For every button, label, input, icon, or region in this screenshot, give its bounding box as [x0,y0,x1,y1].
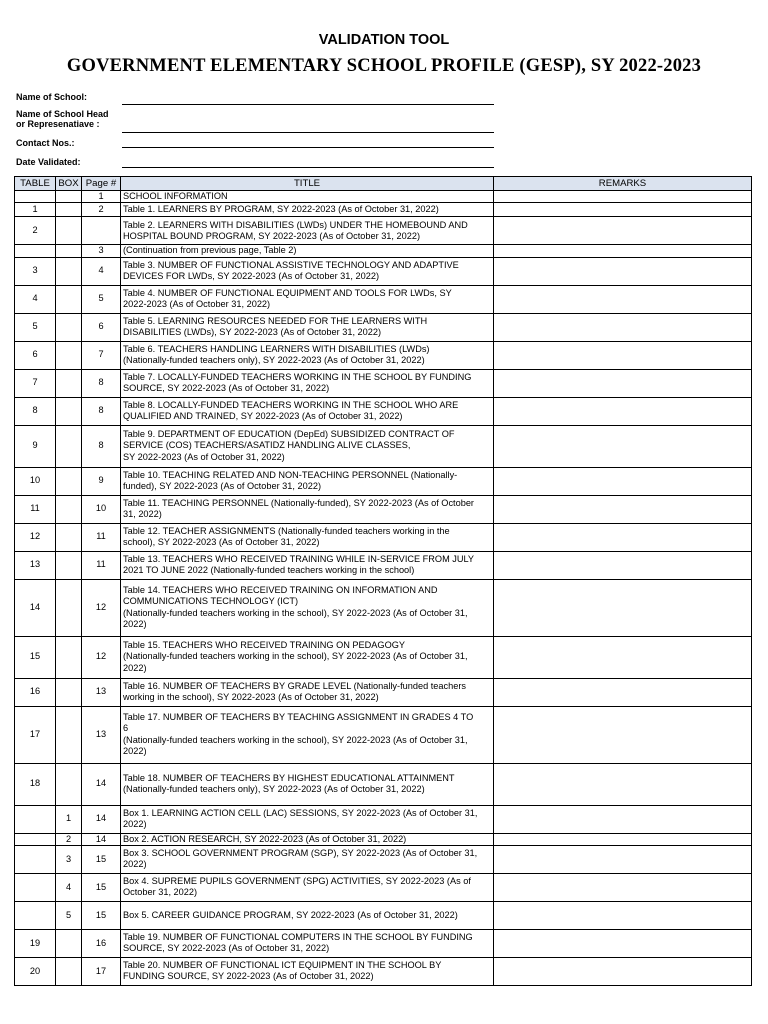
remarks-cell[interactable] [494,957,752,985]
date-validated-line[interactable] [122,159,494,168]
title-cell [121,763,494,805]
table-row [15,523,752,551]
table-number-cell: 15 [15,636,56,678]
table-row [15,397,752,425]
title-line: Table 19. NUMBER OF FUNCTIONAL COMPUTERS IN THE SCHOOL BY FUNDING [123,932,473,943]
box-number-cell [56,957,82,985]
box-number-cell [56,313,82,341]
title-line: (Nationally-funded teachers working in the school), SY 2022-2023 (As of October 31, [123,607,468,618]
box-number-cell [56,257,82,285]
page-number-cell: 4 [82,257,121,285]
box-number-cell [56,341,82,369]
table-row [15,467,752,495]
box-number-cell [56,706,82,763]
box-number-cell: 4 [56,873,82,901]
box-number-cell [56,763,82,805]
table-number-cell: 6 [15,341,56,369]
validation-table [14,176,752,986]
table-number-cell: 8 [15,397,56,425]
remarks-cell[interactable] [494,369,752,397]
title-line: October 31, 2022) [123,887,198,898]
page-number-cell: 13 [82,706,121,763]
title-cell [121,217,494,245]
table-row [15,245,752,257]
title-line: (Continuation from previous page, Table 2) [123,245,297,256]
box-number-cell [56,245,82,257]
title-line: 2022) [123,819,147,830]
title-line: 6 [123,723,129,734]
page-number-cell: 11 [82,551,121,579]
table-number-cell: 1 [15,203,56,217]
title-line: SY 2022-2023 (As of October 31, 2022) [123,451,285,462]
table-number-cell: 18 [15,763,56,805]
box-number-cell [56,678,82,706]
remarks-cell[interactable] [494,845,752,873]
page-number-cell: 14 [82,833,121,845]
box-number-cell [56,397,82,425]
table-number-cell: 20 [15,957,56,985]
title-cell [121,579,494,636]
page-number-cell: 1 [82,191,121,203]
title-line: 31, 2022) [123,509,162,520]
field-label-date-validated: Date Validated: [16,157,81,167]
table-number-cell: 17 [15,706,56,763]
title-cell [121,636,494,678]
table-header-row [15,177,752,191]
remarks-cell[interactable] [494,833,752,845]
remarks-cell[interactable] [494,217,752,245]
field-label-school-head-line1: Name of School Head [16,109,109,119]
table-row [15,341,752,369]
field-label-school-head-line2: or Represenatiave : [16,119,100,129]
table-row [15,369,752,397]
box-number-cell [56,191,82,203]
table-row [15,805,752,833]
table-row [15,873,752,901]
remarks-cell[interactable] [494,636,752,678]
page-number-cell: 15 [82,901,121,929]
title-cell [121,285,494,313]
page-number-cell: 15 [82,873,121,901]
title-line: Table 10. TEACHING RELATED AND NON-TEACHING PERSONNEL (Nationally- [123,469,458,480]
table-number-cell: 10 [15,467,56,495]
table-row [15,845,752,873]
page-number-cell: 8 [82,369,121,397]
title-line: Table 4. NUMBER OF FUNCTIONAL EQUIPMENT AND TOOLS FOR LWDs, SY [123,287,452,298]
remarks-cell[interactable] [494,313,752,341]
title-cell [121,845,494,873]
table-number-cell: 3 [15,257,56,285]
table-row [15,636,752,678]
title-line: 2022) [123,662,147,673]
table-number-cell [15,901,56,929]
field-label-contact-nos: Contact Nos.: [16,138,75,148]
table-row [15,313,752,341]
page-number-cell: 9 [82,467,121,495]
title-line: Box 5. CAREER GUIDANCE PROGRAM, SY 2022-2023 (As of October 31, 2022) [123,909,458,920]
box-number-cell [56,285,82,313]
title-line: Box 4. SUPREME PUPILS GOVERNMENT (SPG) ACTIVITIES, SY 2022-2023 (As of [123,876,471,887]
title-cell [121,805,494,833]
title-cell [121,341,494,369]
table-row [15,257,752,285]
title-line: Table 6. TEACHERS HANDLING LEARNERS WITH DISABILITIES (LWDs) [123,343,430,354]
title-line: 2022-2023 (As of October 31, 2022) [123,299,271,310]
title-line: Table 2. LEARNERS WITH DISABILITIES (LWDs) UNDER THE HOMEBOUND AND [123,219,468,230]
page-number-cell: 14 [82,763,121,805]
box-number-cell [56,636,82,678]
title-cell [121,873,494,901]
page-number-cell: 8 [82,425,121,467]
box-number-cell: 2 [56,833,82,845]
remarks-cell[interactable] [494,579,752,636]
title-line: Table 13. TEACHERS WHO RECEIVED TRAINING WHILE IN-SERVICE FROM JULY [123,553,475,564]
title-line: (Nationally-funded teachers only), SY 2022-2023 (As of October 31, 2022) [123,355,425,366]
box-number-cell [56,523,82,551]
title-line: Table 18. NUMBER OF TEACHERS BY HIGHEST EDUCATIONAL ATTAINMENT [123,772,455,783]
title-line: 2022) [123,859,147,870]
remarks-cell[interactable] [494,285,752,313]
title-line: Table 9. DEPARTMENT OF EDUCATION (DepEd) SUBSIDIZED CONTRACT OF [123,429,455,440]
document-title: VALIDATION TOOL [318,32,450,48]
page-number-cell: 17 [82,957,121,985]
remarks-cell[interactable] [494,203,752,217]
remarks-cell[interactable] [494,873,752,901]
title-line: working in the school), SY 2022-2023 (As of October 31, 2022) [123,692,379,703]
page-number-cell: 13 [82,678,121,706]
box-number-cell: 1 [56,805,82,833]
page-number-cell: 5 [82,285,121,313]
table-number-cell [15,833,56,845]
table-row [15,495,752,523]
school-head-line[interactable] [122,124,494,133]
title-line: Table 16. NUMBER OF TEACHERS BY GRADE LEVEL (Nationally-funded teachers [123,680,466,691]
table-row [15,678,752,706]
title-cell [121,467,494,495]
box-number-cell [56,495,82,523]
table-row [15,191,752,203]
page-number-cell: 7 [82,341,121,369]
column-header-title: TITLE [121,177,494,191]
page-number-cell: 16 [82,929,121,957]
title-line: Table 7. LOCALLY-FUNDED TEACHERS WORKING IN THE SCHOOL BY FUNDING [123,371,472,382]
title-line: Table 1. LEARNERS BY PROGRAM, SY 2022-2023 (As of October 31, 2022) [123,204,439,215]
title-line: Table 14. TEACHERS WHO RECEIVED TRAINING ON INFORMATION AND [123,585,438,595]
table-row [15,929,752,957]
title-line: SOURCE, SY 2022-2023 (As of October 31, 2022) [123,943,330,954]
title-line: (Nationally-funded teachers working in the school), SY 2022-2023 (As of October 31, [123,734,468,745]
title-cell [121,369,494,397]
title-cell [121,957,494,985]
remarks-cell[interactable] [494,425,752,467]
field-label-school-name: Name of School: [16,92,88,102]
table-row [15,579,752,636]
table-row [15,285,752,313]
box-number-cell [56,203,82,217]
remarks-cell[interactable] [494,191,752,203]
title-line: 2022) [123,618,147,629]
title-cell [121,551,494,579]
table-row [15,957,752,985]
table-number-cell: 13 [15,551,56,579]
page-number-cell: 6 [82,313,121,341]
title-cell [121,257,494,285]
box-number-cell [56,551,82,579]
table-number-cell: 2 [15,217,56,245]
title-line: Table 12. TEACHER ASSIGNMENTS (Nationally-funded teachers working in the [123,525,450,536]
table-number-cell: 12 [15,523,56,551]
title-cell [121,929,494,957]
table-number-cell: 11 [15,495,56,523]
page-number-cell: 2 [82,203,121,217]
table-number-cell: 14 [15,579,56,636]
title-line: (Nationally-funded teachers only), SY 2022-2023 (As of October 31, 2022) [123,784,425,795]
page-number-cell: 12 [82,636,121,678]
title-cell [121,678,494,706]
title-cell [121,245,494,257]
page-number-cell: 8 [82,397,121,425]
table-row [15,763,752,805]
title-cell [121,313,494,341]
title-line: HOSPITAL BOUND PROGRAM, SY 2022-2023 (As of October 31, 2022) [123,230,421,241]
title-cell [121,495,494,523]
remarks-cell[interactable] [494,523,752,551]
table-row [15,425,752,467]
document-subtitle: GOVERNMENT ELEMENTARY SCHOOL PROFILE (GESP), SY 2022-2023 [66,56,702,76]
title-line: DEVICES FOR LWDs, SY 2022-2023 (As of October 31, 2022) [123,271,380,282]
title-line: Table 17. NUMBER OF TEACHERS BY TEACHING ASSIGNMENT IN GRADES 4 TO [123,712,474,722]
table-number-cell: 19 [15,929,56,957]
title-cell [121,901,494,929]
title-line: Box 1. LEARNING ACTION CELL (LAC) SESSIONS, SY 2022-2023 (As of October 31, [123,807,478,818]
column-header-page: Page # [82,177,121,191]
remarks-cell[interactable] [494,763,752,805]
page-number-cell: 10 [82,495,121,523]
box-number-cell [56,425,82,467]
table-number-cell [15,245,56,257]
remarks-cell[interactable] [494,467,752,495]
title-cell [121,397,494,425]
page-number-cell [82,217,121,245]
box-number-cell [56,929,82,957]
box-number-cell: 3 [56,845,82,873]
title-line: COMMUNICATIONS TECHNOLOGY (ICT) [123,596,299,607]
title-line: SCHOOL INFORMATION [123,191,228,201]
title-cell [121,203,494,217]
title-cell [121,706,494,763]
title-line: 2021 TO JUNE 2022 (Nationally-funded teachers working in the school) [123,565,415,576]
title-line: Table 5. LEARNING RESOURCES NEEDED FOR THE LEARNERS WITH [123,315,428,326]
column-header-remarks: REMARKS [494,177,752,191]
table-row [15,551,752,579]
title-cell [121,523,494,551]
page-number-cell: 12 [82,579,121,636]
title-line: Box 3. SCHOOL GOVERNMENT PROGRAM (SGP), SY 2022-2023 (As of October 31, [123,848,478,859]
title-line: QUALIFIED AND TRAINED, SY 2022-2023 (As of October 31, 2022) [123,411,403,422]
remarks-cell[interactable] [494,706,752,763]
table-number-cell: 16 [15,678,56,706]
remarks-cell[interactable] [494,495,752,523]
table-number-cell [15,191,56,203]
table-number-cell: 7 [15,369,56,397]
school-name-line[interactable] [122,96,494,105]
page-number-cell: 3 [82,245,121,257]
remarks-cell[interactable] [494,245,752,257]
title-cell [121,191,494,203]
box-number-cell [56,217,82,245]
contact-nos-line[interactable] [122,139,494,148]
table-number-cell: 5 [15,313,56,341]
box-number-cell [56,467,82,495]
box-number-cell [56,369,82,397]
table-row [15,203,752,217]
title-line: SOURCE, SY 2022-2023 (As of October 31, 2022) [123,383,330,394]
remarks-cell[interactable] [494,901,752,929]
page-number-cell: 14 [82,805,121,833]
table-number-cell: 9 [15,425,56,467]
title-cell [121,425,494,467]
title-line: 2022) [123,745,147,756]
title-line: Table 11. TEACHING PERSONNEL (Nationally-funded), SY 2022-2023 (As of October [123,497,474,508]
title-line: DISABILITIES (LWDs), SY 2022-2023 (As of October 31, 2022) [123,327,382,338]
table-body [15,191,752,986]
title-line: (Nationally-funded teachers working in the school), SY 2022-2023 (As of October 31, [123,651,468,662]
field-label-school-head [16,109,109,129]
table-number-cell [15,873,56,901]
title-line: Table 8. LOCALLY-FUNDED TEACHERS WORKING IN THE SCHOOL WHO ARE [123,399,459,410]
title-line: Table 3. NUMBER OF FUNCTIONAL ASSISTIVE TECHNOLOGY AND ADAPTIVE [123,259,459,270]
title-line: Box 2. ACTION RESEARCH, SY 2022-2023 (As of October 31, 2022) [123,833,407,844]
title-line: SERVICE (COS) TEACHERS/ASATIDZ HANDLING ALIVE CLASSES, [123,440,411,451]
remarks-cell[interactable] [494,929,752,957]
table-row [15,901,752,929]
page-number-cell: 15 [82,845,121,873]
box-number-cell [56,579,82,636]
column-header-box: BOX [56,177,82,191]
title-line: funded), SY 2022-2023 (As of October 31, 2022) [123,481,322,492]
page-number-cell: 11 [82,523,121,551]
table-row [15,217,752,245]
remarks-cell[interactable] [494,805,752,833]
remarks-cell[interactable] [494,257,752,285]
box-number-cell: 5 [56,901,82,929]
remarks-cell[interactable] [494,341,752,369]
table-number-cell [15,845,56,873]
table-row [15,706,752,763]
table-row [15,833,752,845]
title-cell [121,833,494,845]
title-line: Table 20. NUMBER OF FUNCTIONAL ICT EQUIPMENT IN THE SCHOOL BY [123,960,442,971]
table-number-cell: 4 [15,285,56,313]
title-line: Table 15. TEACHERS WHO RECEIVED TRAINING ON PEDAGOGY [123,640,405,651]
remarks-cell[interactable] [494,551,752,579]
remarks-cell[interactable] [494,678,752,706]
title-line: school), SY 2022-2023 (As of October 31, 2022) [123,537,320,548]
remarks-cell[interactable] [494,397,752,425]
table-number-cell [15,805,56,833]
title-line: FUNDING SOURCE, SY 2022-2023 (As of October 31, 2022) [123,971,374,982]
column-header-table: TABLE [15,177,56,191]
